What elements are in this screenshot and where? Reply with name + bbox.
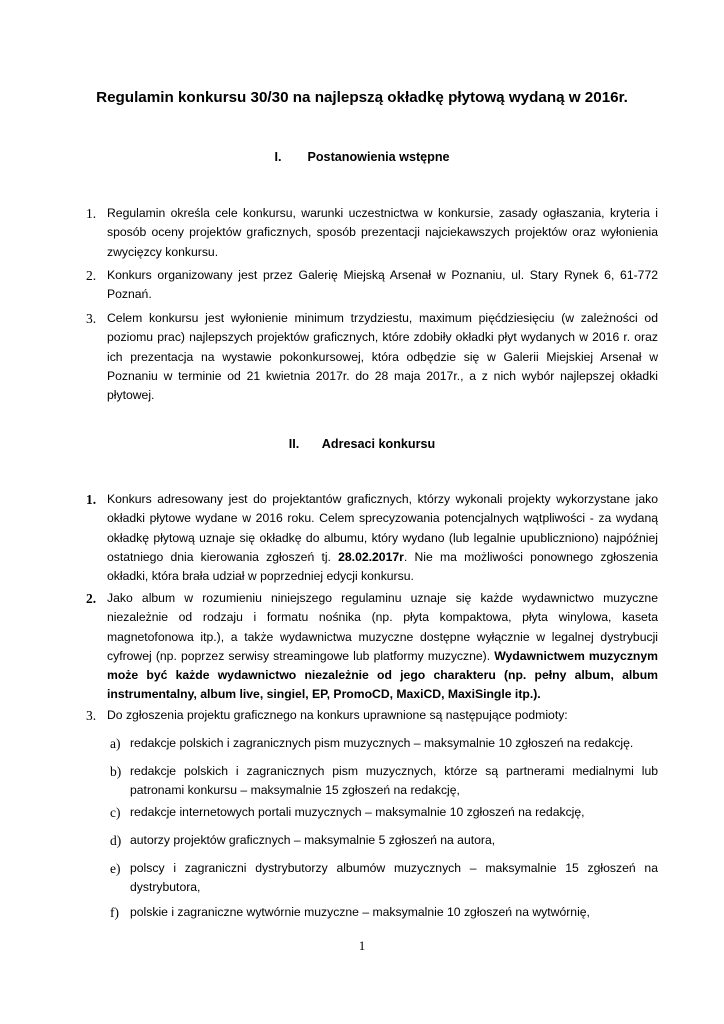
subitem-a [110, 734, 658, 753]
subitem-f [110, 903, 658, 922]
sub-text: redakcje polskich i zagranicznych pism muzycznych – maksymalnie 10 zgłoszeń na redakcję. [130, 736, 634, 750]
list-marker: 3. [86, 708, 97, 723]
subitem-e [110, 859, 658, 898]
section-2-item-3 [86, 706, 658, 725]
subitem-c [110, 803, 658, 822]
list-marker: 2. [86, 268, 97, 283]
deadline-date: 28.02.2017r [338, 549, 404, 564]
sub-marker: b) [110, 764, 122, 779]
sub-text: redakcje polskich i zagranicznych pism muzycznych, którze są partnerami medialnymi lub patronami konkursu – maksymalnie 15 zgłoszeń na redakcję, [130, 764, 658, 798]
sub-text: autorzy projektów graficznych – maksymalnie 5 zgłoszeń na autora, [130, 833, 496, 847]
section-2-heading [0, 435, 724, 454]
sub-marker: f) [110, 905, 119, 920]
paragraph-text: . Nie ma możliwości ponownego zgłoszenia okładki, która brała udział w poprzedniej edycji konkursu. [107, 549, 658, 584]
paragraph: Konkurs organizowany jest przez Galerię Miejską Arsenał w Poznaniu, ul. Stary Rynek 6, 61-772 Poznań. [107, 268, 658, 302]
section-1-heading [0, 148, 724, 167]
paragraph: Regulamin określa cele konkursu, warunki uczestnictwa w konkursie, zasady ogłaszania, kryteria i sposób oceny projektów graficznych, sposób prezentacji najciekawszych projektów oraz wyłonienia zwycięzcy konkursu. [107, 206, 658, 259]
section-1-item-2 [86, 266, 658, 305]
section-2-item-1 [86, 490, 658, 586]
section-2-number: II. [288, 437, 300, 451]
list-marker: 1. [86, 492, 97, 507]
sub-marker: a) [110, 736, 121, 751]
sub-marker: e) [110, 861, 121, 876]
sub-marker: c) [110, 805, 121, 820]
paragraph: Celem konkursu jest wyłonienie minimum trzydziestu, maximum pięćdziesięciu (w zależności od poziomu prac) najlepszych projektów graficznych, które zdobiły okładki płyt wydanych w 2016 r. oraz ich prezentacja na wystawie pokonkursowej, która odbędzie się w Galerii Miejskiej Arsenał w Poznaniu w terminie od 21 kwietnia 2017r. do 28 maja 2017r., a z nich wybór najlepszej okładki płytowej. [107, 311, 658, 403]
paragraph [107, 490, 658, 586]
paragraph: Do zgłoszenia projektu graficznego na konkurs uprawnione są następujące podmioty: [107, 708, 568, 722]
sub-text: polscy i zagraniczni dystrybutorzy albumów muzycznych – maksymalnie 15 zgłoszeń na dystrybutora, [130, 861, 658, 895]
section-2-item-2 [86, 589, 658, 705]
section-1-item-3 [86, 309, 658, 405]
list-marker: 1. [86, 206, 97, 221]
section-1-item-1 [86, 204, 658, 262]
list-marker: 2. [86, 591, 97, 606]
sub-text: redakcje internetowych portali muzycznych – maksymalnie 10 zgłoszeń na redakcję, [130, 805, 585, 819]
bold-definition: Wydawnictwem muzycznym może być każde wydawnictwo niezależnie od jego charakteru (np. pełny album, album instrumentalny, album live, singiel, EP, PromoCD, MaxiCD, MaxiSingle itp.). [107, 648, 658, 702]
sub-marker: d) [110, 833, 122, 848]
section-1-title: Postanowienia wstępne [307, 150, 450, 164]
paragraph-text: Konkurs adresowany jest do projektantów graficznych, którzy wykonali projekty wykorzystane jako okładki płytowe wydane w 2016 roku. Celem sprecyzowania potencjalnych wątpliwości - za wydaną okładkę płytową uznaje się okładkę do albumu, który wydano (lub legalnie upubliczniono) najpóźniej ostatniego dnia kierowania zgłoszeń tj. [107, 492, 658, 564]
list-marker: 3. [86, 311, 97, 326]
document-title: Regulamin konkursu 30/30 na najlepszą okładkę płytową wydaną w 2016r. [96, 89, 628, 106]
section-1-number: I. [274, 150, 282, 164]
page-number: 1 [358, 938, 366, 953]
subitem-d [110, 831, 658, 850]
paragraph [107, 589, 658, 705]
sub-text: polskie i zagraniczne wytwórnie muzyczne – maksymalnie 10 zgłoszeń na wytwórnię, [130, 905, 590, 919]
section-2-title: Adresaci konkursu [321, 437, 436, 451]
paragraph-text: Jako album w rozumieniu niniejszego regulaminu uznaje się każde wydawnictwo muzyczne niezależnie od rodzaju i formatu nośnika (np. płyta kompaktowa, płyta winylowa, kaseta magnetofonowa itp.), a także wydawnictwa muzyczne dostępne wyłącznie w legalnej dystrybucji cyfrowej (np. poprzez serwisy streamingowe lub platformy muzyczne). [107, 591, 658, 663]
subitem-b [110, 762, 658, 801]
